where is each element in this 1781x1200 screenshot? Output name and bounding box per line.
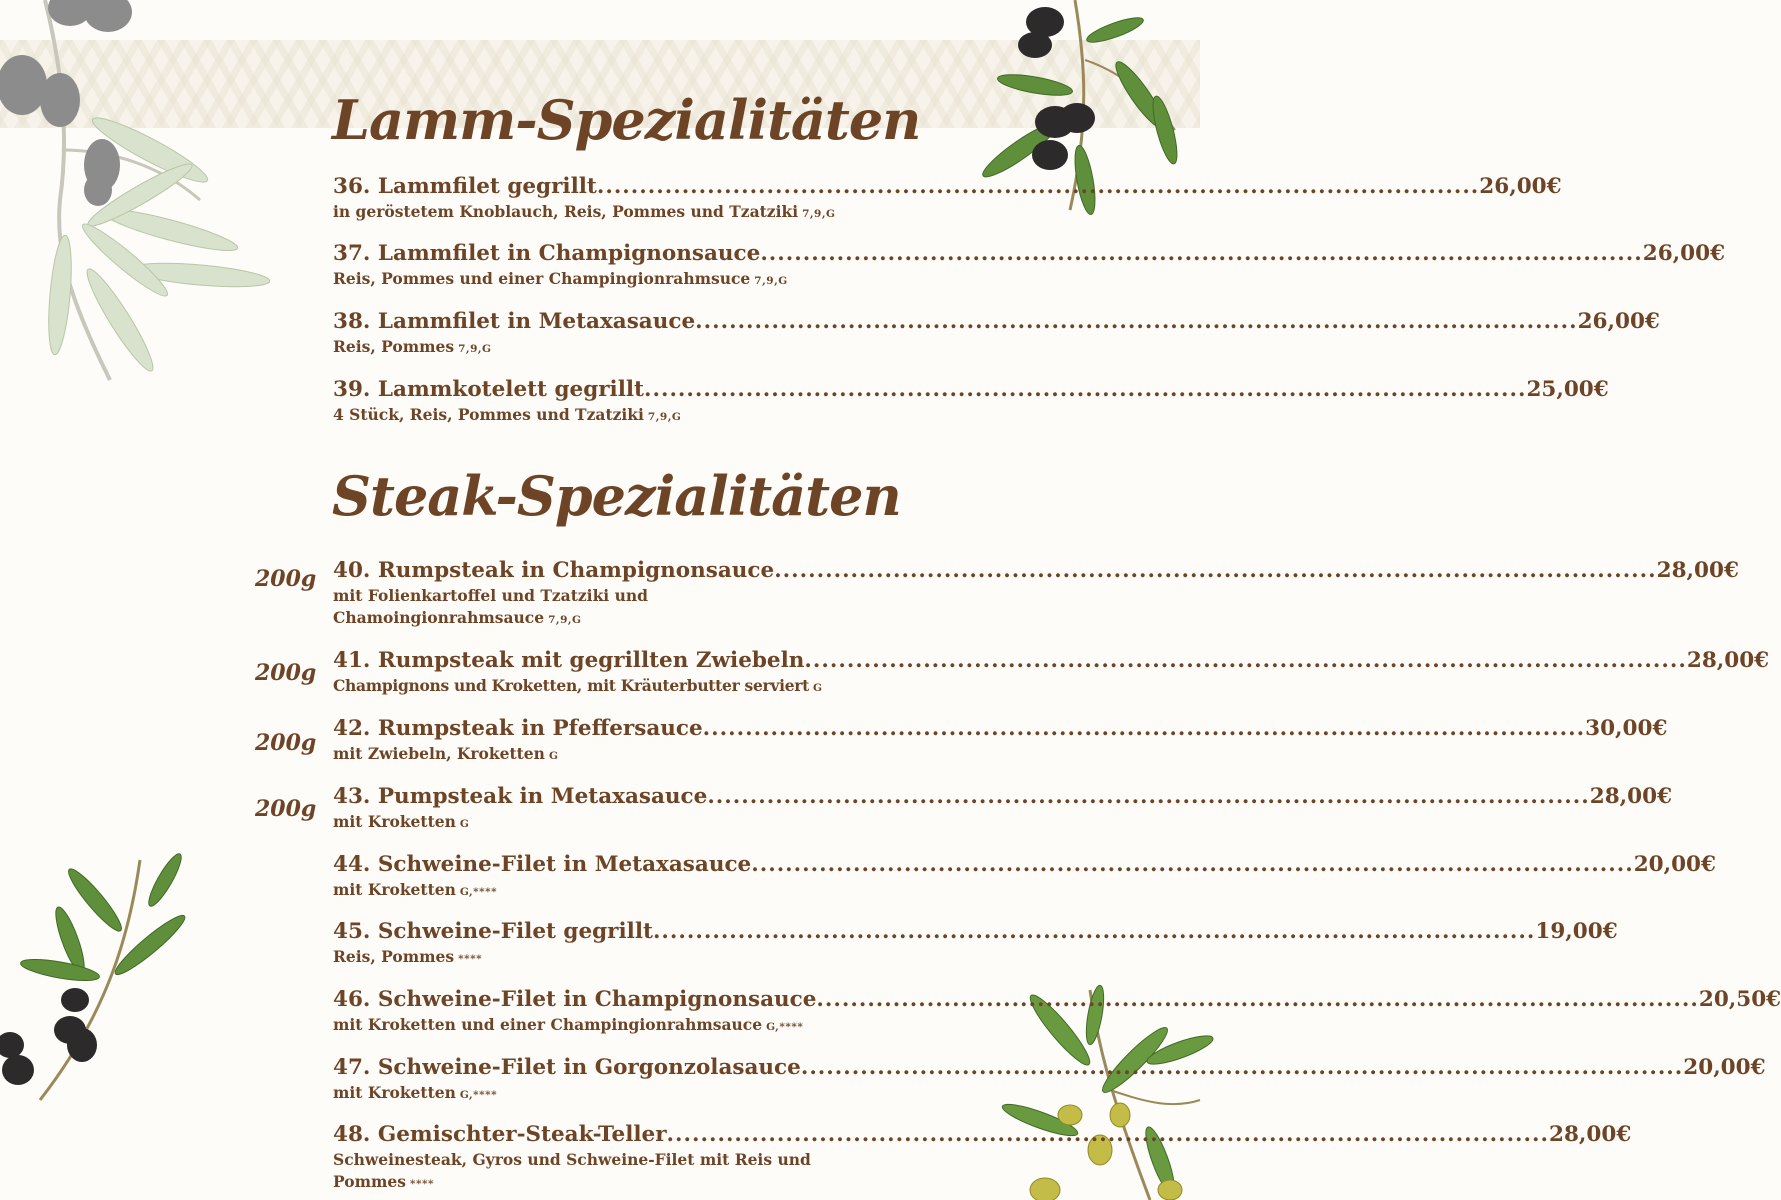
menu-item-name: 46. Schweine-Filet in Champignonsauce <box>333 987 817 1012</box>
allergen-codes: 7,9,G <box>458 343 492 355</box>
allergen-codes: G <box>548 750 559 762</box>
dot-leader <box>804 648 1686 673</box>
olive-branch-bottom-left <box>0 860 200 1110</box>
menu-item <box>333 1055 1766 1106</box>
allergen-codes: G,**** <box>459 886 498 898</box>
menu-item-name: 39. Lammkotelett gegrillt <box>333 377 644 402</box>
menu-item <box>333 987 1781 1038</box>
olive-branch-top-left <box>0 0 270 390</box>
menu-item-price: 28,00€ <box>1589 784 1673 809</box>
menu-item-name: 45. Schweine-Filet gegrillt <box>333 919 653 944</box>
dot-leader <box>760 241 1642 266</box>
menu-item-name: 47. Schweine-Filet in Gorgonzolasauce <box>333 1055 801 1080</box>
menu-item-description: mit Kroketten <box>333 812 456 831</box>
menu-item-description: Reis, Pommes <box>333 337 455 356</box>
dot-leader <box>703 716 1585 741</box>
menu-item-price: 20,50€ <box>1698 987 1781 1012</box>
menu-item-description: Champignons und Kroketten, mit Kräuterbutter serviert <box>333 676 809 695</box>
dot-leader <box>801 1055 1683 1080</box>
olive-branch-bottom-right <box>1000 990 1200 1200</box>
menu-item-description: Schweinesteak, Gyros und Schweine-Filet mit Reis und Pommes <box>333 1150 811 1191</box>
section-title-steak: Steak-Spezialitäten <box>332 464 901 528</box>
menu-item-description: mit Folienkartoffel und Tzatziki und Chamoingionrahmsauce <box>333 586 648 627</box>
dot-leader <box>644 377 1526 402</box>
menu-item-price: 26,00€ <box>1577 309 1660 334</box>
menu-item-name: 44. Schweine-Filet in Metaxasauce <box>333 852 752 877</box>
menu-item-price: 28,00€ <box>1686 648 1770 673</box>
menu-item <box>333 558 1739 631</box>
menu-item-price: 26,00€ <box>1642 241 1726 266</box>
weight-label: 200g <box>255 660 317 686</box>
menu-item-description: in geröstetem Knoblauch, Reis, Pommes und Tzatziki <box>333 202 799 221</box>
menu-item-price: 25,00€ <box>1526 377 1609 402</box>
menu-item-name: 40. Rumpsteak in Champignonsauce <box>333 558 775 583</box>
weight-label: 200g <box>255 730 317 756</box>
menu-item <box>333 648 1770 699</box>
menu-item-name: 48. Gemischter-Steak-Teller <box>333 1122 667 1147</box>
dot-leader <box>816 987 1698 1012</box>
menu-item <box>333 919 1618 970</box>
menu-item-price: 26,00€ <box>1479 174 1562 199</box>
menu-item-price: 28,00€ <box>1549 1122 1632 1147</box>
weight-label: 200g <box>255 566 317 592</box>
allergen-codes: 7,9,G <box>647 411 682 423</box>
allergen-codes: G <box>812 682 823 694</box>
menu-item-description: mit Zwiebeln, Kroketten <box>333 744 545 763</box>
dot-leader <box>751 852 1633 877</box>
dot-leader <box>707 784 1589 809</box>
menu-item <box>333 377 1609 428</box>
menu-item-name: 38. Lammfilet in Metaxasauce <box>333 309 696 334</box>
allergen-codes: 7,9,G <box>548 614 582 626</box>
menu-item <box>333 1122 1632 1195</box>
menu-item-description: Reis, Pommes und einer Champingionrahmsuce <box>333 269 751 288</box>
menu-item-name: 43. Pumpsteak in Metaxasauce <box>333 784 708 809</box>
allergen-codes: 7,9,G <box>754 275 788 287</box>
allergen-codes: G <box>459 818 470 830</box>
menu-item-price: 20,00€ <box>1683 1055 1766 1080</box>
menu-item <box>333 716 1668 767</box>
allergen-codes: **** <box>458 953 483 965</box>
menu-item <box>333 784 1673 835</box>
dot-leader <box>774 558 1656 583</box>
weight-label: 200g <box>255 796 317 822</box>
section-title-lamm: Lamm-Spezialitäten <box>332 88 921 152</box>
menu-item-price: 30,00€ <box>1585 716 1668 741</box>
menu-item-price: 19,00€ <box>1535 919 1618 944</box>
menu-item-name: 42. Rumpsteak in Pfeffersauce <box>333 716 703 741</box>
allergen-codes: 7,9,G <box>802 208 836 220</box>
dot-leader <box>695 309 1577 334</box>
menu-item-name: 41. Rumpsteak mit gegrillten Zwiebeln <box>333 648 805 673</box>
dot-leader <box>667 1122 1549 1147</box>
menu-item-name: 37. Lammfilet in Champignonsauce <box>333 241 761 266</box>
menu-item-name: 36. Lammfilet gegrillt <box>333 174 597 199</box>
menu-item <box>333 852 1716 903</box>
menu-item <box>333 241 1726 292</box>
menu-item-description: mit Kroketten <box>333 1083 456 1102</box>
menu-item-description: 4 Stück, Reis, Pommes und Tzatziki <box>333 405 644 424</box>
menu-item <box>333 309 1660 360</box>
allergen-codes: **** <box>409 1178 434 1190</box>
menu-item-price: 28,00€ <box>1656 558 1739 583</box>
dot-leader <box>653 919 1535 944</box>
menu-item <box>333 174 1562 225</box>
menu-item-price: 20,00€ <box>1633 852 1716 877</box>
menu-item-description: mit Kroketten und einer Champingionrahmsauce <box>333 1015 763 1034</box>
menu-item-description: mit Kroketten <box>333 880 456 899</box>
dot-leader <box>597 174 1479 199</box>
allergen-codes: G,**** <box>459 1089 498 1101</box>
menu-item-description: Reis, Pommes <box>333 947 455 966</box>
allergen-codes: G,**** <box>766 1021 804 1033</box>
